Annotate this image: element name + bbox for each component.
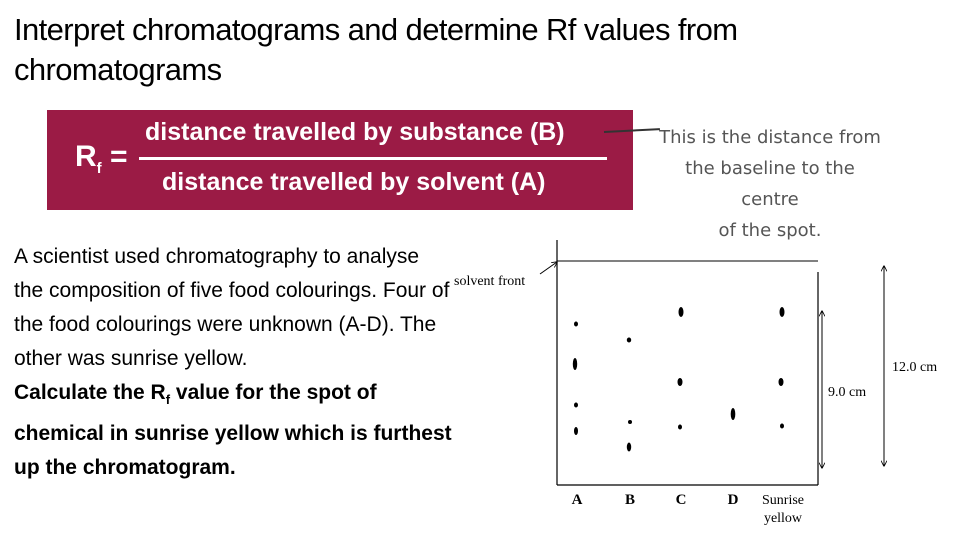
- spot-b3: [627, 443, 631, 452]
- measure-9cm-label: 9.0 cm: [828, 385, 867, 400]
- formula-numerator: distance travelled by substance (B): [145, 118, 565, 146]
- lane-label-d: D: [727, 492, 739, 508]
- chromatogram-diagram: [440, 230, 960, 530]
- question-intro: A scientist used chromatography to analyse the composition of five food colourings. Four of the food colourings were unknown (A-D). The other was sunrise yellow.: [14, 245, 450, 370]
- solvent-front-arrow: [540, 262, 557, 274]
- question-task: [14, 381, 452, 479]
- spot-c3: [678, 425, 682, 430]
- spot-b2: [628, 420, 632, 424]
- spot-sunrise-low: [780, 424, 784, 429]
- spot-b1: [627, 338, 631, 343]
- rf-formula-box: [47, 110, 633, 210]
- spot-a4: [574, 427, 578, 435]
- callout-line-3: of the spot.: [718, 220, 822, 241]
- task-subscript: f: [165, 392, 171, 408]
- fraction-line: [139, 157, 607, 160]
- page-title: Interpret chromatograms and determine Rf values from chromatograms: [14, 12, 738, 87]
- callout-line-1: This is the distance from: [659, 127, 881, 148]
- rf-symbol: R: [75, 140, 97, 173]
- question-text: [14, 240, 454, 485]
- lane-label-a: A: [571, 492, 583, 508]
- measure-12cm-label: 12.0 cm: [892, 360, 938, 375]
- spot-c2: [678, 378, 683, 386]
- spot-d1: [731, 408, 736, 420]
- spot-c1: [679, 307, 684, 317]
- solvent-front-label: solvent front: [454, 274, 526, 289]
- spot-a1: [574, 322, 578, 327]
- rf-label: [75, 140, 128, 177]
- formula-denominator: distance travelled by solvent (A): [162, 168, 546, 196]
- callout-text: [655, 122, 885, 246]
- spot-sunrise-top: [780, 307, 785, 317]
- lane-label-b: B: [624, 492, 636, 508]
- spot-a3: [574, 403, 578, 408]
- task-part-2: value for the spot of chemical in sunrise yellow which is furthest up the chromatogram.: [14, 381, 452, 480]
- lane-label-yellow: yellow: [763, 511, 803, 526]
- lane-label-sunrise: Sunrise: [762, 493, 804, 508]
- rf-subscript: f: [96, 160, 102, 177]
- task-part-1: Calculate the R: [14, 381, 166, 404]
- callout-line-2: the baseline to the centre: [685, 158, 855, 210]
- spot-sunrise-mid: [779, 378, 784, 386]
- lane-label-c: C: [675, 492, 687, 508]
- spot-a2: [573, 358, 577, 370]
- equals-sign: =: [110, 140, 128, 173]
